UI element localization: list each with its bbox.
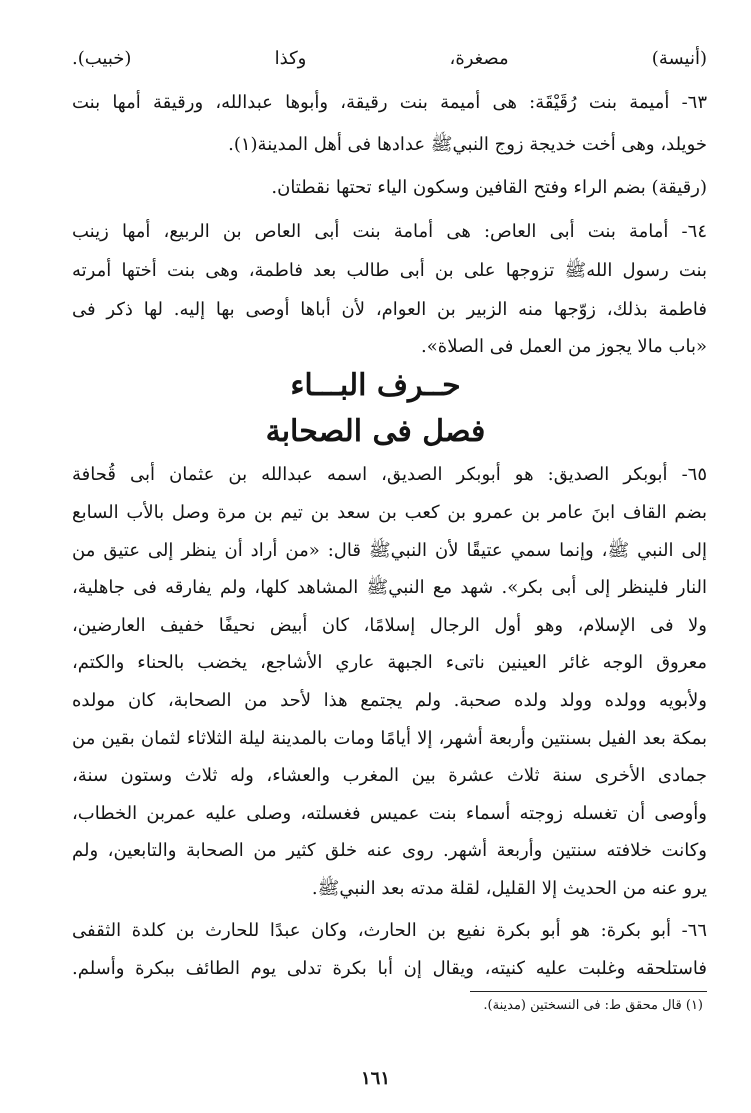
text-line: فاستلحقه وغلبت عليه كنيته، ويقال إن أبا بكرة تدلى يوم الطائف ببكرة وأسلم. xyxy=(72,958,707,979)
text-line: ٦٣- أميمة بنت رُقَيْقَة: هى أميمة بنت رقيقة، وأبوها عبدالله، ورقيقة أمها بنت xyxy=(72,92,707,113)
text-line: بمكة بعد الفيل بسنتين وأربعة أشهر، إلا أيامًا ومات بالمدينة ليلة الثلاثاء لثمان بقين من xyxy=(72,728,708,749)
page-number: ١٦١ xyxy=(360,1068,390,1089)
text-line: النار فلينظر إلى أبى بكر». شهد مع النبيﷺ المشاهد كلها، ولم يفارقه فى جاهلية، xyxy=(72,577,707,598)
text-line: بنت رسول اللهﷺ تزوجها على بن أبى طالب بعد فاطمة، وهى بنت أختها أمرته xyxy=(72,260,707,281)
text-line: ٦٤- أمامة بنت أبى العاص: هى أمامة بنت أبى العاص بن الربيع، أمها زينب xyxy=(72,221,707,242)
section-heading: فصل فى الصحابة xyxy=(265,414,486,449)
text-line: «باب مالا يجوز من العمل فى الصلاة». xyxy=(421,336,707,357)
text-line: فاطمة بذلك، زوّجها منه الزبير بن العوام، لأن أباها أوصى بها إليه. لها ذكر فى xyxy=(72,299,707,320)
text-line: بضم القاف ابنَ عامر بن عمرو بن كعب بن سعد بن تيم بن مرة وصل بالأب السابع xyxy=(72,502,707,523)
text-line: معروق الوجه غائر العينين ناتىء الجبهة عاري الأشاجع، يخضب بالحناء والكتم، xyxy=(72,652,707,673)
text-line: جمادى الأخرى سنة ثلاث عشرة بين المغرب والعشاء، وله ثلاث وستون سنة، xyxy=(72,765,707,786)
text-line: ٦٦- أبو بكرة: هو أبو بكرة نفيع بن الحارث، وكان عبدًا للحارث بن كلدة الثقفى xyxy=(72,920,707,941)
chapter-heading: حــرف البـــاء xyxy=(290,368,461,403)
text-line: (أنيسة) مصغرة، وكذا (خبيب). xyxy=(72,48,707,69)
text-line: ولأبويه وولده وولد ولده صحبة. ولم يجتمع هذا لأحد من الصحابة، كان مولده xyxy=(72,690,707,711)
text-line: ولا فى الإسلام، وهو أول الرجال إسلامًا، كان أبيض نحيفًا خفيف العارضين، xyxy=(72,615,707,636)
text-line: ٦٥- أبوبكر الصديق: هو أبوبكر الصديق، اسمه عبدالله بن عثمان أبى قُحافة xyxy=(72,464,707,485)
text-line: وكانت خلافته سنتين وأربعة أشهر. روى عنه خلق كثير من الصحابة والتابعين، ولم xyxy=(72,840,707,861)
footnote-divider xyxy=(470,991,707,992)
text-line: يرو عنه من الحديث إلا القليل، لقلة مدته بعد النبيﷺ. xyxy=(311,878,707,899)
text-line: (رقيقة) بضم الراء وفتح القافين وسكون الياء تحتها نقطتان. xyxy=(271,177,707,198)
text-line: وأوصى أن تغسله زوجته أسماء بنت عميس فغسلته، وصلى عليه عمربن الخطاب، xyxy=(72,803,707,824)
text-line: إلى النبي ﷺ، وإنما سمي عتيقًا لأن النبيﷺ قال: «من أراد أن ينظر إلى عتيق من xyxy=(72,540,707,561)
footnote: (١) قال محقق ط: فى النسختين (مدينة). xyxy=(483,998,703,1013)
text-line: خويلد، وهى أخت خديجة زوج النبيﷺ عدادها فى أهل المدينة(١). xyxy=(228,134,707,155)
